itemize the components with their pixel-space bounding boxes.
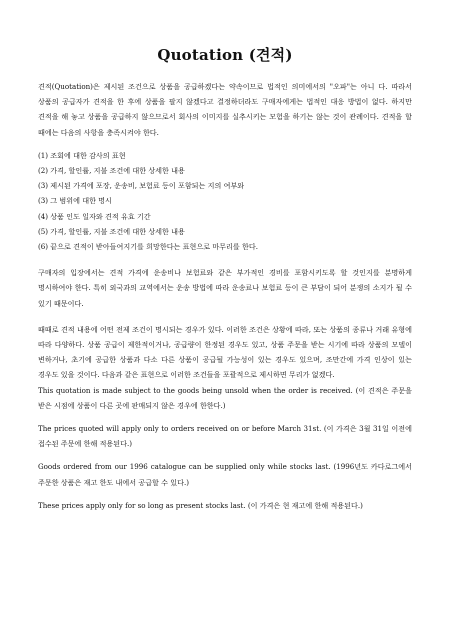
spacer xyxy=(38,413,412,421)
spacer xyxy=(38,311,412,322)
conditions-paragraph: 때때로 견적 내용에 어떤 전제 조건이 명시되는 경우가 있다. 이러한 조건은 상황에 따라, 또는 상품의 종류나 거래 유형에 따라 다양하다. 상품 공급이 제한적이거나, 공급량이 한정된 경우도 있고, 상품 주문을 받는 시기에 따라 상품의 모델이 변하거나, 초기에 공급한 상품과 다소 다른 상품이 공급될 가능성이 있는 경우도 있으며, 조만간에 가격 인상이 있는 경우도 있을 것이다. 다음과 같은 표현으로 이러한 조건들을 포괄적으로 제시하면 무리가 없겠다. xyxy=(38,324,412,380)
example-catalogue: Goods ordered from our 1996 catalogue can be supplied only while stocks last. (1996년도 카다로그에서 주문한 상품은 재고 한도 내에서 공급할 수 있다.) xyxy=(38,462,412,487)
intro-paragraph: 견적(Quotation)은 제시된 조건으로 상품을 공급하겠다는 약속이므로 법적인 의미에서의 "오파"는 아니 다. 따라서 상품의 공급자가 견적을 한 후에 상품을 팔지 않겠다고 결정하더라도 구매자에게는 법적인 대응 방법이 없다. 하지만 견적을 해 놓고 상품을 공급하지 않으므로서 회사의 이미지를 실추시키는 모험을 하기는 않는 것이 관례이다. 견적을 할 때에는 다음의 사항을 충족시켜야 한다. xyxy=(38,82,412,137)
list-item: (4) 상품 인도 일자와 견적 유효 기간 xyxy=(38,211,151,221)
document-page xyxy=(38,44,412,513)
page-title: Quotation (견적) xyxy=(157,46,293,64)
list-item: (3) 제시된 가격에 포장, 운송비, 보험료 등이 포함되는 지의 여부와 xyxy=(38,181,245,191)
list-item: (6) 끝으로 견적이 받아들여지기를 희망한다는 표현으로 마무리를 한다. xyxy=(38,242,258,252)
list-item: (5) 가격, 할인률, 지불 조건에 대한 상세한 내용 xyxy=(38,226,185,236)
example-unsold: This quotation is made subject to the goods being unsold when the order is received. (이 견적은 주문을 받은 시점에 상품이 다른 곳에 판매되지 않은 경우에 한한다.) xyxy=(38,385,412,410)
spacer xyxy=(38,254,412,265)
requirements-list xyxy=(38,148,412,254)
example-march: The prices quoted will apply only to orders received on or before March 31st. (이 가격은 3월 31일 이전에 접수된 주문에 한해 적용된다.) xyxy=(38,424,412,449)
example-stocks: These prices apply only for so long as present stocks last. (이 가격은 현 재고에 한해 적용된다.) xyxy=(38,500,363,510)
spacer xyxy=(38,490,412,498)
list-item: (1) 조회에 대한 감사의 표현 xyxy=(38,150,126,160)
spacer xyxy=(38,140,412,148)
list-item: (2) 가격, 할인률, 지불 조건에 대한 상세한 내용 xyxy=(38,166,185,176)
buyer-paragraph: 구매자의 입장에서는 견적 가격에 운송비나 보험료와 같은 부가적인 경비를 포함시키도록 할 것인지를 분명하게 명시하여야 한다. 특히 외국과의 교역에서는 운송 방법에 따라 운송료나 보험료 등이 큰 부담이 되어 분쟁의 소지가 될 수 있기 때문이다. xyxy=(38,268,412,308)
spacer xyxy=(38,451,412,459)
list-item: (3) 그 범위에 대한 명시 xyxy=(38,196,112,206)
